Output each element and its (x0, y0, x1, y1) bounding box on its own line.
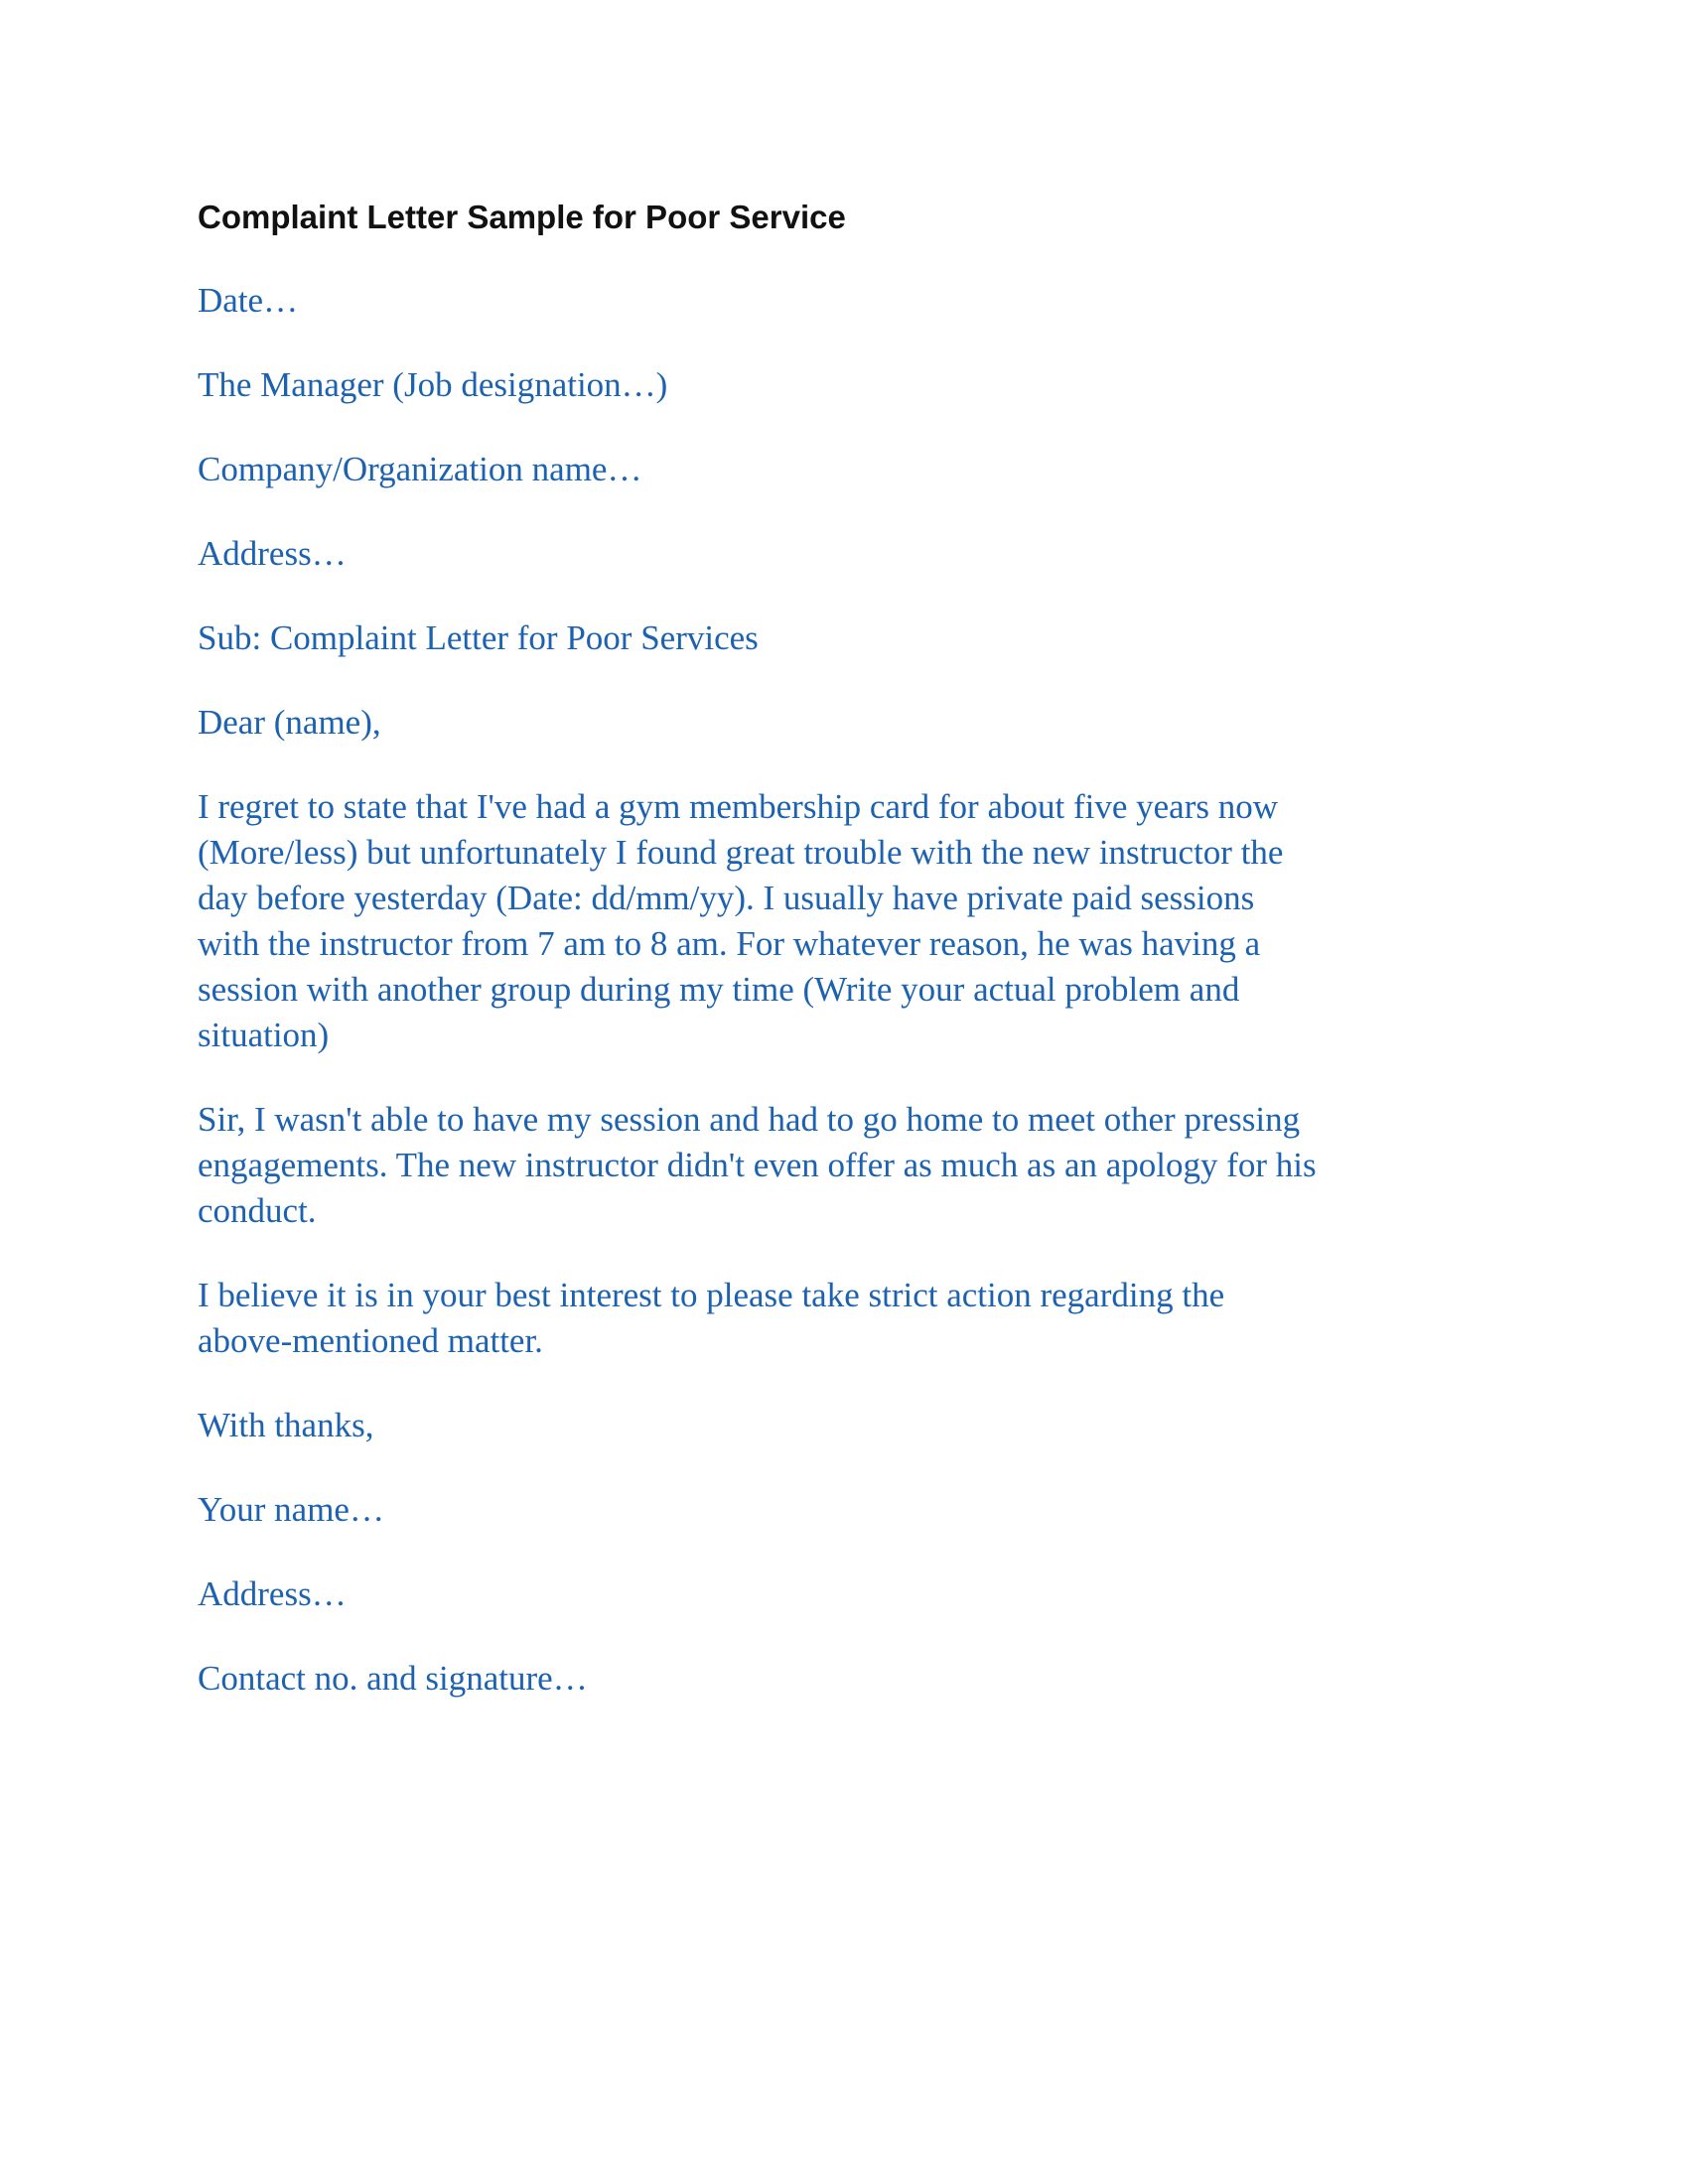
text-line: day before yesterday (Date: dd/mm/yy). I usually have private paid sessions (198, 879, 1255, 917)
sender-address (198, 1571, 1508, 1617)
text-line: (More/less) but unfortunately I found great trouble with the new instructor the (198, 833, 1284, 872)
text-line: Sir, I wasn't able to have my session and had to go home to meet other pressing (198, 1100, 1301, 1139)
text-line: With thanks, (198, 1406, 374, 1444)
text-line: engagements. The new instructor didn't even offer as much as an apology for his (198, 1146, 1317, 1184)
text-line: above-mentioned matter. (198, 1321, 543, 1360)
letter-page (198, 195, 1508, 1740)
date-line (198, 278, 1508, 324)
text-line: situation) (198, 1016, 330, 1054)
text-line: Address… (198, 1574, 347, 1613)
text-line: The Manager (Job designation…) (198, 365, 668, 404)
sender-contact (198, 1656, 1508, 1702)
text-line: Dear (name), (198, 703, 381, 742)
text-line: conduct. (198, 1191, 317, 1230)
text-line: Date… (198, 281, 299, 320)
address-line (198, 531, 1508, 577)
paragraph-request (198, 1273, 1508, 1364)
paragraph-details (198, 1097, 1508, 1234)
text-line: I regret to state that I've had a gym membership card for about five years now (198, 787, 1278, 826)
text-line: session with another group during my time (Write your actual problem and (198, 970, 1240, 1009)
company-line (198, 447, 1508, 492)
text-line: Sub: Complaint Letter for Poor Services (198, 618, 759, 657)
document-title: Complaint Letter Sample for Poor Service (198, 199, 846, 235)
text-line: I believe it is in your best interest to please take strict action regarding the (198, 1276, 1225, 1314)
text-line: Contact no. and signature… (198, 1659, 588, 1698)
text-line: Your name… (198, 1490, 384, 1529)
sender-name (198, 1487, 1508, 1533)
text-line: Address… (198, 534, 347, 573)
paragraph-complaint (198, 784, 1508, 1058)
salutation (198, 700, 1508, 746)
letter-body (198, 278, 1508, 1702)
closing (198, 1403, 1508, 1448)
text-line: Company/Organization name… (198, 450, 642, 488)
subject-line (198, 615, 1508, 661)
text-line: with the instructor from 7 am to 8 am. For whatever reason, he was having a (198, 924, 1261, 963)
recipient-line (198, 362, 1508, 408)
